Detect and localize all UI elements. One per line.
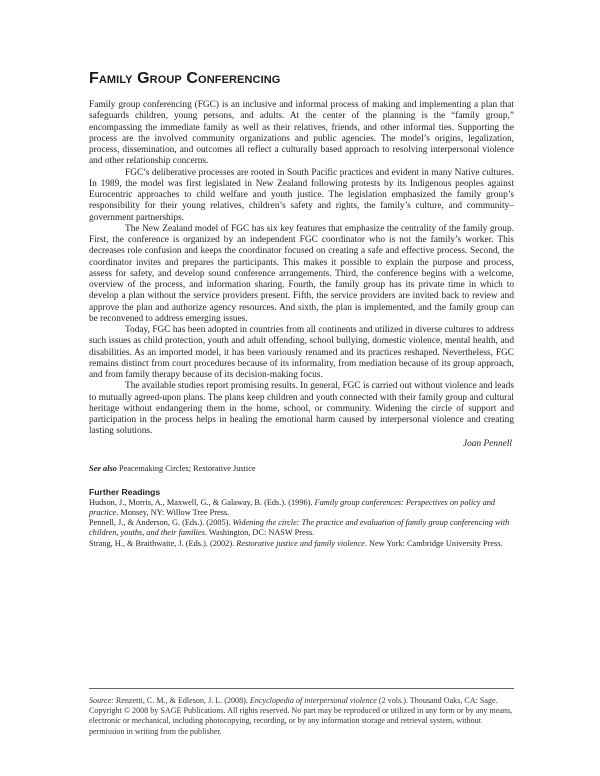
reference-publisher: . New York: Cambridge University Press.	[364, 538, 503, 548]
reference-item	[89, 518, 514, 538]
article-body	[89, 100, 514, 438]
reference-title: Family group conferences: Perspectives on policy and practice	[89, 497, 496, 517]
reference-title: Widening the circle: The practice and evaluation of family group conferencing with children, youths, and their families	[89, 518, 510, 538]
see-also	[89, 464, 514, 474]
body-paragraph: The New Zealand model of FGC has six key features that emphasize the centrality of the family group. First, the conference is organized by an independent FGC coordinator who is not the family’s worker. This decreases role confusion and keeps the coordinator focused on creating a safe and effective process. Second, the coordinator invites and prepares the participants. This makes it possible to explain the purpose and process, assess for safety, and develop sound conference arrangements. Third, the conference begins with a welcome, overview of the process, and information sharing. Fourth, the family group has its private time in which to develop a plan without the service providers present. Fifth, the service providers are invited back to review and approve the plan and authorize agency resources. And sixth, the plan is implemented, and the family group can be reconvened to address emerging issues.	[89, 223, 514, 324]
reference-authors: Strang, H., & Braithwaite, J. (Eds.). (2002).	[89, 538, 237, 548]
further-readings-list	[89, 498, 514, 549]
article-title: Family Group Conferencing	[89, 70, 281, 87]
see-also-label: See also	[89, 463, 117, 473]
reference-authors: Pennell, J., & Anderson, G. (Eds.). (2005).	[89, 518, 233, 528]
body-paragraph: Today, FGC has been adopted in countries from all continents and utilized in diverse cultures to address such issues as child protection, youth and adult offending, school bullying, domestic violence, mental health, and disabilities. As an imported model, it has been variously renamed and its practices reshaped. Nevertheless, FGC remains distinct from court procedures because of its informality, from mediation because of its group approach, and from family therapy because of its decision-making focus.	[89, 325, 514, 380]
further-readings-heading: Further Readings	[89, 486, 161, 497]
source-title: Encyclopedia of interpersonal violence	[249, 696, 377, 705]
body-paragraph: Family group conferencing (FGC) is an inclusive and informal process of making and implementing a plan that safeguards children, young persons, and adults. At the center of the planning is the “family group,” encompassing the immediate family as well as their relatives, friends, and other informal ties. Supporting the process are the involved community organizations and public agencies. The model’s origins, legalization, process, dissemination, and outcomes all reflect a culturally based approach to resolving interpersonal violence and other relationship concerns.	[89, 100, 514, 167]
reference-item	[89, 498, 514, 518]
source-footer	[89, 688, 514, 737]
source-label: Source:	[89, 696, 114, 705]
reference-authors: Hudson, J., Morris, A., Maxwell, G., & Galaway, B. (Eds.). (1996).	[89, 497, 315, 507]
author-name: Joan Pennell	[462, 438, 512, 449]
reference-title: Restorative justice and family violence	[236, 538, 365, 548]
reference-publisher: . Washington, DC: NASW Press.	[204, 528, 315, 538]
reference-publisher: . Monsey, NY: Willow Tree Press.	[116, 507, 230, 517]
source-citation: Renzetti, C. M., & Edleson, J. L. (2008).	[113, 696, 250, 705]
body-paragraph: FGC’s deliberative processes are rooted in South Pacific practices and evident in many Native cultures. In 1989, the model was first legislated in New Zealand following protests by its Indigenous peoples against Eurocentric approaches to child welfare and youth justice. The legislation emphasized the family group’s responsibility for their young relatives, children’s safety and rights, the family’s culture, and community–government partnerships.	[89, 167, 514, 223]
source-copyright: (2 vols.). Thousand Oaks, CA: Sage. Copyright © 2008 by SAGE Publications. All rights reserved. No part may be reproduced or utilized in any form or by any means, electronic or mechanical, including photocopying, recording, or by any information storage and retrieval system, without permission in writing from the publisher.	[89, 696, 513, 736]
see-also-items: Peacemaking Circles; Restorative Justice	[118, 463, 256, 473]
body-paragraph: The available studies report promising results. In general, FGC is carried out without violence and leads to mutually agreed-upon plans. The plans keep children and youth connected with their family group and cultural heritage without endangering them in the home, school, or community. Widening the circle of support and participation in the process helps in healing the emotional harm caused by interpersonal violence and creating lasting solutions.	[89, 381, 514, 437]
reference-item	[89, 539, 514, 549]
